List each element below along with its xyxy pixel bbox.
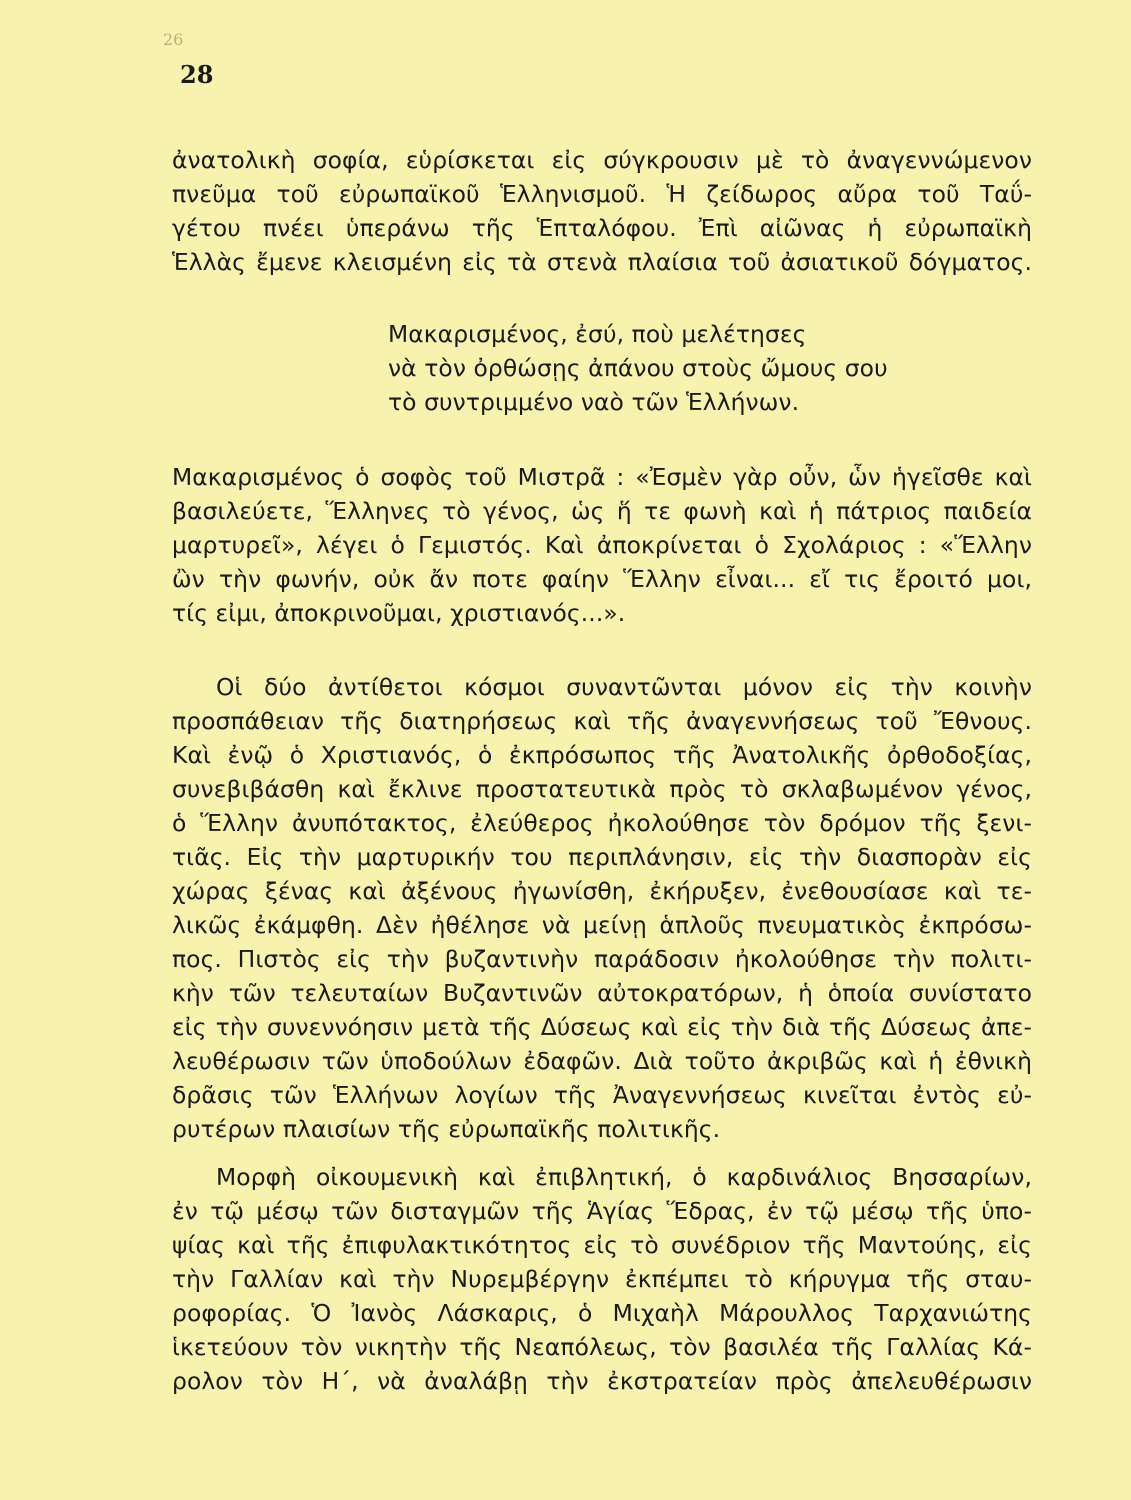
paragraph-1: [172, 143, 1032, 279]
text-line: δρᾶσις τῶν Ἑλλήνων λογίων τῆς Ἀναγεννήσεως κινεῖται ἐντὸς εὐ-: [172, 1081, 1032, 1109]
text-line: μαρτυρεῖ», λέγει ὁ Γεμιστός. Καὶ ἀποκρίνεται ὁ Σχολάριος : «Ἕλλην: [172, 531, 1032, 559]
bleed-through-page-number: 26: [163, 30, 184, 49]
text-line: ρυτέρων πλαισίων τῆς εὐρωπαϊκῆς πολιτικῆς.: [172, 1115, 721, 1143]
text-line: ἐν τῷ μέσῳ τῶν δισταγμῶν τῆς Ἁγίας Ἕδρας, ἐν τῷ μέσῳ τῆς ὑπο-: [172, 1197, 1032, 1225]
text-line: ἀνατολικὴ σοφία, εὑρίσκεται εἰς σύγκρουσιν μὲ τὸ ἀναγεννώμενον: [172, 146, 1032, 174]
text-line: βασιλεύετε, Ἕλληνες τὸ γένος, ὡς ἥ τε φωνὴ καὶ ἡ πάτριος παιδεία: [172, 497, 1032, 525]
text-line: ἱκετεύουν τὸν νικητὴν τῆς Νεαπόλεως, τὸν βασιλέα τῆς Γαλλίας Κά-: [172, 1333, 1032, 1361]
paragraph-2: [172, 460, 1032, 630]
text-line: τὴν Γαλλίαν καὶ τὴν Νυρεμβέργην ἐκπέμπει τὸ κήρυγμα τῆς σταυ-: [172, 1265, 1032, 1293]
text-line: Μακαρισμένος ὁ σοφὸς τοῦ Μιστρᾶ : «Ἐσμὲν γὰρ οὖν, ὧν ἡγεῖσθε καὶ: [172, 463, 1032, 491]
text-line: εἰς τὴν συνεννόησιν μετὰ τῆς Δύσεως καὶ εἰς τὴν διὰ τῆς Δύσεως ἀπε-: [172, 1013, 1032, 1041]
text-line: γέτου πνέει ὑπεράνω τῆς Ἑπταλόφου. Ἐπὶ αἰῶνας ἡ εὐρωπαϊκὴ: [172, 214, 1032, 242]
text-line: τίς εἰμι, ἀποκρινοῦμαι, χριστιανός...».: [172, 599, 626, 627]
verse-quote: [388, 317, 948, 419]
page-number: 28: [180, 60, 214, 89]
text-line: ψίας καὶ τῆς ἐπιφυλακτικότητος εἰς τὸ συνέδριον τῆς Μαντούης, εἰς: [172, 1231, 1032, 1259]
text-line: πος. Πιστὸς εἰς τὴν βυζαντινὴν παράδοσιν ἠκολούθησε τὴν πολιτι-: [172, 945, 1032, 973]
text-line: χώρας ξένας καὶ ἀξένους ἠγωνίσθη, ἐκήρυξεν, ἐνεθουσίασε καὶ τε-: [172, 877, 1032, 905]
text-line: Οἱ δύο ἀντίθετοι κόσμοι συναντῶνται μόνον εἰς τὴν κοινὴν: [216, 673, 1032, 701]
text-line: λευθέρωσιν τῶν ὑποδούλων ἐδαφῶν. Διὰ τοῦτο ἀκριβῶς καὶ ἡ ἐθνικὴ: [172, 1047, 1032, 1075]
verse-line: Μακαρισμένος, ἐσύ, ποὺ μελέτησες: [388, 320, 807, 348]
verse-line: νὰ τὸν ὀρθώσῃς ἀπάνου στοὺς ὤμους σου: [388, 354, 888, 382]
text-line: Ἑλλὰς ἔμενε κλεισμένη εἰς τὰ στενὰ πλαίσια τοῦ ἀσιατικοῦ δόγματος.: [172, 248, 1032, 276]
text-line: προσπάθειαν τῆς διατηρήσεως καὶ τῆς ἀναγεννήσεως τοῦ Ἔθνους.: [172, 707, 1032, 735]
text-line: ὢν τὴν φωνήν, οὐκ ἄν ποτε φαίην Ἕλλην εἶναι... εἴ τις ἔροιτό μοι,: [172, 565, 1032, 593]
text-line: λικῶς ἐκάμφθη. Δὲν ἠθέλησε νὰ μείνῃ ἁπλοῦς πνευματικὸς ἐκπρόσω-: [172, 911, 1032, 939]
paragraph-4: [172, 1160, 1032, 1398]
text-line: ὁ Ἕλλην ἀνυπότακτος, ἐλεύθερος ἠκολούθησε τὸν δρόμον τῆς ξενι-: [172, 809, 1032, 837]
text-line: τιᾶς. Εἰς τὴν μαρτυρικήν του περιπλάνησιν, εἰς τὴν διασπορὰν εἰς: [172, 843, 1032, 871]
paragraph-3: [172, 670, 1032, 1146]
text-line: ροφορίας. Ὁ Ἰανὸς Λάσκαρις, ὁ Μιχαὴλ Μάρουλλος Ταρχανιώτης: [172, 1299, 1032, 1327]
text-line: Μορφὴ οἰκουμενικὴ καὶ ἐπιβλητική, ὁ καρδινάλιος Βησσαρίων,: [216, 1163, 1032, 1191]
text-line: πνεῦμα τοῦ εὐρωπαϊκοῦ Ἑλληνισμοῦ. Ἡ ζείδωρος αὔρα τοῦ Ταΰ-: [172, 180, 1032, 208]
text-line: Καὶ ἐνῷ ὁ Χριστιανός, ὁ ἐκπρόσωπος τῆς Ἀνατολικῆς ὀρθοδοξίας,: [172, 741, 1032, 769]
verse-line: τὸ συντριμμένο ναὸ τῶν Ἑλλήνων.: [388, 388, 800, 416]
text-line: κὴν τῶν τελευταίων Βυζαντινῶν αὐτοκρατόρων, ἡ ὁποία συνίστατο: [172, 979, 1032, 1007]
text-line: ρολον τὸν Η΄, νὰ ἀναλάβῃ τὴν ἐκστρατείαν πρὸς ἀπελευθέρωσιν: [172, 1367, 1032, 1395]
text-line: συνεβιβάσθη καὶ ἔκλινε προστατευτικὰ πρὸς τὸ σκλαβωμένον γένος,: [172, 775, 1032, 803]
